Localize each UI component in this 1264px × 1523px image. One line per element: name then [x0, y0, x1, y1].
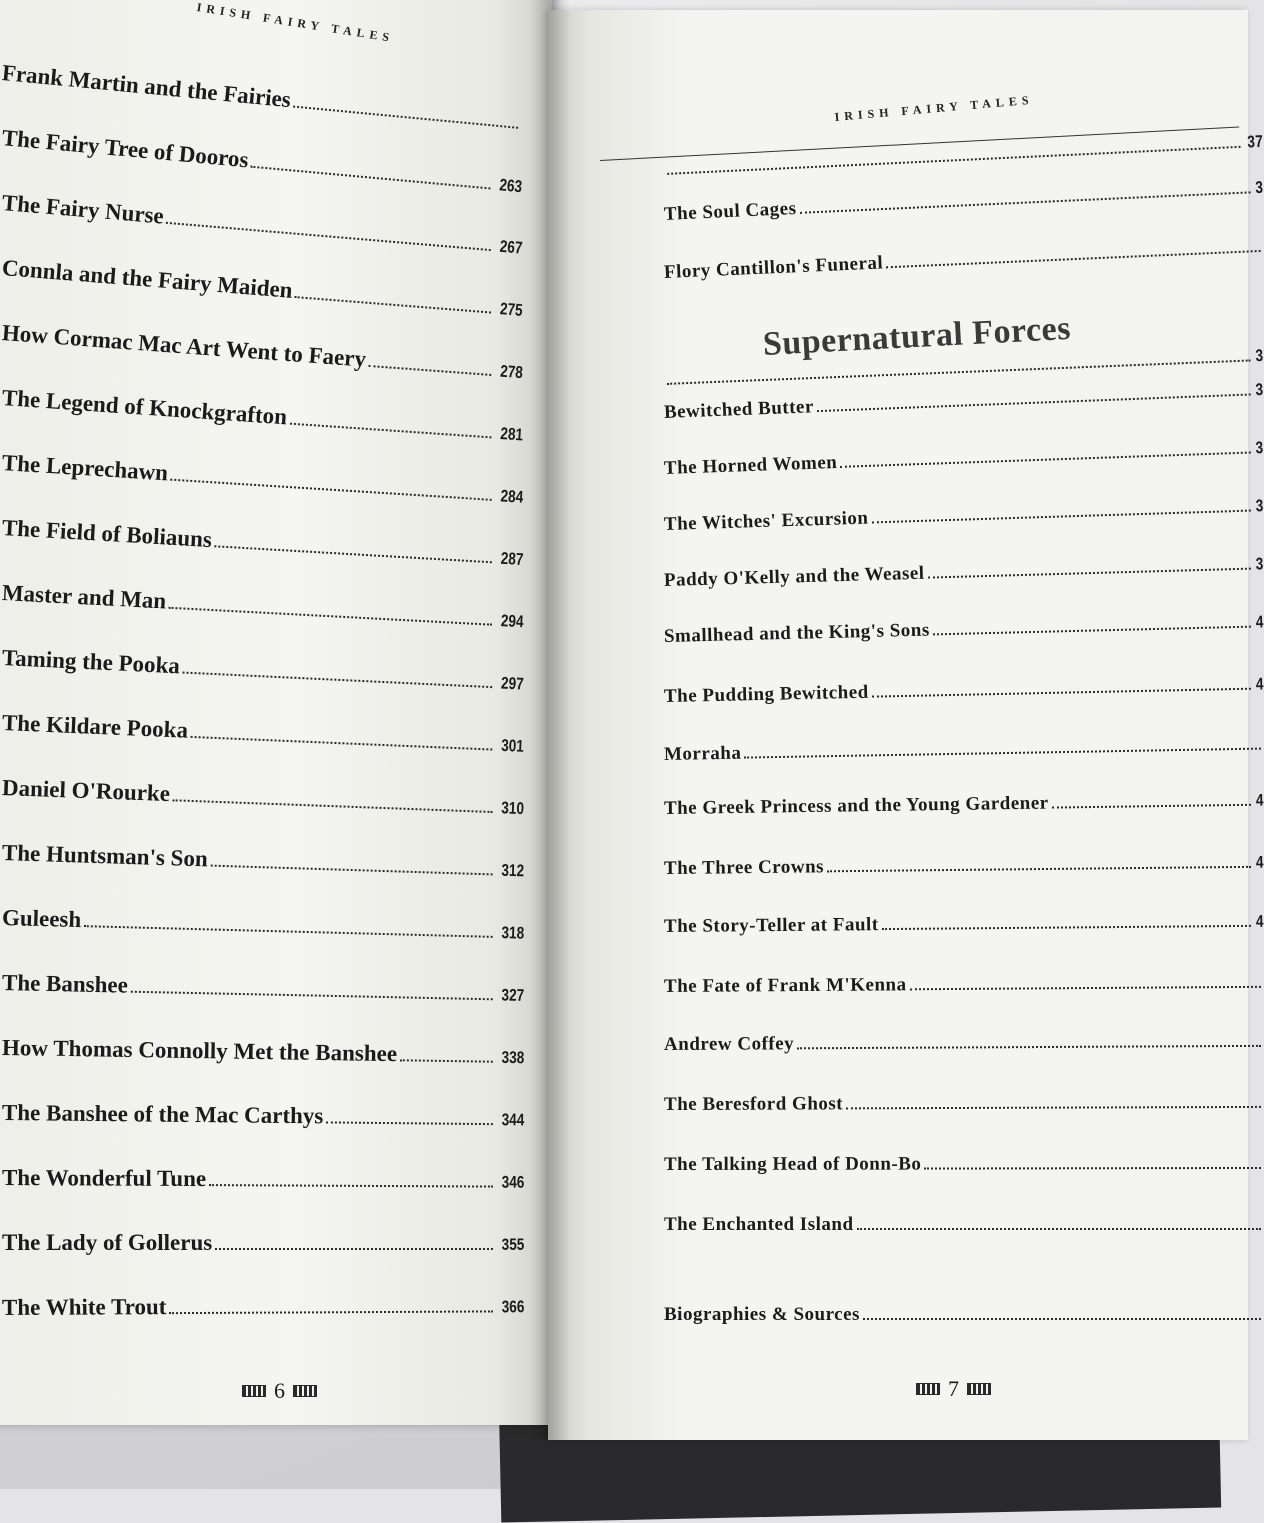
entry-title: The Lady of Gollerus — [2, 1230, 213, 1255]
entry-page: 287 — [499, 548, 524, 570]
toc-entry — [2, 1165, 524, 1194]
folio-ornament-icon — [242, 1385, 266, 1397]
dot-leader — [173, 799, 492, 813]
entry-page: 3 — [1254, 177, 1264, 198]
folio-ornament-icon — [293, 1385, 317, 1397]
dot-leader — [251, 166, 490, 190]
entry-title: How Cormac Mac Art Went to Faery — [1, 320, 367, 372]
entry-page: 318 — [500, 923, 525, 943]
entry-page: 4 — [1255, 911, 1264, 931]
right-folio — [916, 1376, 991, 1402]
entry-page: 4 — [1255, 612, 1264, 632]
right-page — [548, 10, 1264, 1440]
entry-title: The Banshee of the Mac Carthys — [1, 1100, 324, 1129]
dot-leader — [800, 191, 1251, 213]
entry-page: 284 — [499, 486, 524, 507]
toc-entry — [2, 840, 525, 882]
entry-page: 4 — [1255, 852, 1264, 872]
dot-leader — [886, 250, 1260, 268]
dot-leader — [131, 991, 493, 1001]
toc-entry — [2, 1230, 524, 1256]
entry-page: 301 — [500, 735, 524, 756]
entry-title: The Fate of Frank M'Kenna — [663, 974, 907, 997]
entry-title: Taming the Pooka — [1, 645, 181, 679]
dot-leader — [910, 986, 1261, 990]
dot-leader — [191, 736, 492, 751]
entry-title: Andrew Coffey — [663, 1033, 795, 1055]
entry-title: The Kildare Pooka — [1, 710, 189, 743]
dot-leader — [882, 925, 1251, 930]
entry-title: The Field of Boliauns — [1, 515, 213, 553]
toc-entry — [664, 1092, 1264, 1116]
toc-entry — [1, 255, 523, 322]
toc-entry — [1, 125, 523, 198]
dot-leader — [289, 423, 491, 439]
entry-page: 278 — [499, 361, 524, 383]
entry-page: 310 — [500, 798, 524, 819]
entry-page: 344 — [501, 1110, 525, 1130]
entry-title: Smallhead and the King's Sons — [663, 619, 930, 647]
entry-title: The Talking Head of Donn-Bo — [663, 1153, 922, 1175]
entry-page: 3 — [1255, 438, 1264, 458]
toc-entry — [664, 1214, 1264, 1236]
dot-leader — [872, 688, 1251, 698]
entry-title: The Banshee — [1, 970, 129, 998]
entry-page: 3 — [1255, 379, 1264, 400]
entry-title: Morraha — [663, 742, 742, 765]
entry-title: Flory Cantillon's Funeral — [663, 252, 884, 283]
entry-title: The Horned Women — [663, 451, 838, 479]
left-running-head: IRISH FAIRY TALES — [195, 0, 396, 46]
toc-entry — [1, 190, 523, 260]
toc-entry — [664, 132, 1264, 180]
dot-leader — [872, 510, 1251, 524]
entry-title: The Wonderful Tune — [1, 1165, 207, 1192]
dot-leader — [210, 865, 492, 876]
toc-entry — [664, 790, 1264, 820]
entry-page: 338 — [501, 1047, 525, 1068]
toc-entry — [664, 611, 1264, 648]
left-folio — [242, 1378, 317, 1404]
dot-leader — [846, 1106, 1261, 1109]
toc-entry — [1, 320, 524, 384]
toc-entry — [664, 734, 1264, 766]
dot-leader — [667, 146, 1241, 175]
entry-page: 297 — [500, 673, 524, 694]
dot-leader — [84, 925, 492, 938]
dot-leader — [214, 545, 491, 563]
dot-leader — [171, 479, 492, 501]
dot-leader — [326, 1121, 492, 1125]
toc-entry — [664, 236, 1264, 284]
entry-title: The Greek Princess and the Young Gardener — [663, 792, 1049, 819]
entry-page: 4 — [1255, 790, 1264, 810]
folio-ornament-icon — [967, 1383, 991, 1395]
entry-page: 37 — [1246, 131, 1264, 152]
dot-leader — [295, 296, 491, 313]
toc-entry — [2, 775, 525, 820]
dot-leader — [183, 672, 492, 689]
entry-title: Bewitched Butter — [663, 396, 815, 423]
entry-title: The Story-Teller at Fault — [663, 914, 879, 937]
entry-page: 312 — [500, 860, 524, 881]
toc-entry — [664, 911, 1264, 938]
toc-entry — [2, 1100, 524, 1131]
dot-leader — [827, 866, 1251, 872]
toc-entry — [664, 1304, 1264, 1326]
toc-entry — [664, 177, 1264, 226]
toc-entry — [2, 970, 524, 1007]
toc-entry — [1, 710, 524, 758]
entry-title: The Fairy Nurse — [0, 190, 165, 229]
entry-page: 3 — [1255, 496, 1264, 516]
gutter-shadow — [530, 0, 570, 1440]
dot-leader — [744, 748, 1261, 759]
entry-title: Guleesh — [1, 905, 82, 933]
right-folio-number: 7 — [948, 1376, 959, 1401]
toc-entry — [1, 385, 524, 446]
entry-page: 3 — [1255, 554, 1264, 574]
toc-entry — [2, 1292, 524, 1321]
dot-leader — [863, 1318, 1261, 1320]
dot-leader — [215, 1248, 492, 1250]
entry-title: The White Trout — [1, 1294, 167, 1320]
entry-page: 4 — [1255, 674, 1264, 694]
entry-page: 355 — [501, 1235, 524, 1254]
entry-page: 366 — [501, 1297, 525, 1317]
toc-entry — [1, 60, 523, 135]
dot-leader — [857, 1228, 1261, 1230]
toc-entry — [664, 1153, 1264, 1176]
dot-leader — [933, 626, 1251, 636]
toc-entry — [2, 905, 525, 945]
entry-title: Connla and the Fairy Maiden — [1, 255, 294, 303]
dot-leader — [169, 1310, 492, 1314]
entry-title: Frank Martin and the Fairies — [0, 60, 292, 113]
dot-leader — [817, 393, 1251, 412]
entry-title: The Legend of Knockgrafton — [1, 385, 288, 430]
dot-leader — [667, 359, 1251, 384]
entry-title: The Three Crowns — [663, 856, 825, 879]
entry-page: 327 — [500, 985, 525, 1005]
toc-entry — [664, 673, 1264, 708]
dot-leader — [400, 1059, 493, 1062]
entry-page: 267 — [498, 236, 523, 258]
toc-entry — [664, 495, 1264, 536]
toc-entry — [1, 645, 524, 696]
entry-page: 346 — [501, 1172, 525, 1192]
toc-entry — [2, 1035, 524, 1069]
dot-leader — [1052, 804, 1251, 809]
entry-title: Daniel O'Rourke — [1, 775, 171, 807]
dot-leader — [797, 1045, 1261, 1049]
dot-leader — [209, 1184, 493, 1187]
entry-title: Biographies & Sources — [664, 1304, 860, 1325]
entry-title: The Soul Cages — [663, 197, 797, 225]
entry-title: The Pudding Bewitched — [663, 681, 869, 707]
entry-title: The Witches' Excursion — [663, 507, 869, 535]
entry-title: Master and Man — [1, 580, 167, 614]
dot-leader — [928, 568, 1251, 579]
dot-leader — [924, 1167, 1261, 1170]
entry-title: The Huntsman's Son — [1, 840, 209, 872]
dot-leader — [166, 222, 490, 251]
toc-entry — [664, 553, 1264, 592]
dot-leader — [293, 106, 518, 129]
toc-entry — [664, 1031, 1264, 1056]
toc-entry — [664, 437, 1264, 480]
entry-page: 263 — [498, 175, 523, 197]
toc-entry — [664, 852, 1264, 880]
section-heading: Supernatural Forces — [762, 309, 1072, 363]
entry-page: 275 — [498, 299, 524, 320]
left-page — [0, 0, 552, 1425]
entry-title: How Thomas Connolly Met the Banshee — [1, 1035, 398, 1067]
dot-leader — [169, 607, 492, 626]
dot-leader — [840, 452, 1250, 468]
entry-title: The Enchanted Island — [664, 1214, 854, 1235]
entry-title: Paddy O'Kelly and the Weasel — [663, 562, 925, 591]
toc-entry — [1, 515, 524, 571]
folio-ornament-icon — [916, 1383, 940, 1395]
toc-entry — [1, 580, 524, 633]
toc-entry — [664, 972, 1264, 998]
dot-leader — [368, 365, 491, 376]
toc-entry — [1, 450, 524, 509]
entry-title: The Fairy Tree of Dooros — [0, 125, 250, 173]
right-running-head: IRISH FAIRY TALES — [834, 92, 1034, 124]
entry-page: 281 — [499, 423, 524, 445]
entry-page: 294 — [500, 611, 524, 632]
left-folio-number: 6 — [274, 1378, 285, 1403]
entry-page: 3 — [1255, 345, 1264, 366]
entry-title: The Beresford Ghost — [663, 1093, 844, 1115]
entry-title: The Leprechawn — [1, 450, 169, 486]
